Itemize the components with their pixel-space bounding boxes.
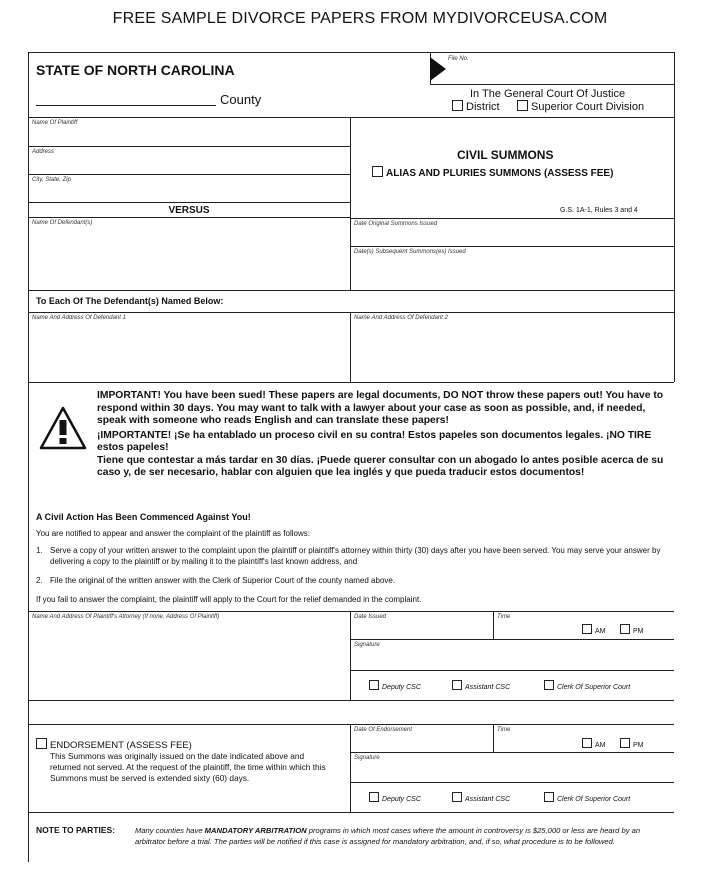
issue-bottom-line <box>28 700 674 701</box>
attorney-label: Name And Address Of Plaintiff's Attorney (If none, Address Of Plaintiff) <box>32 614 220 620</box>
plaintiff-name-label: Name Of Plaintiff <box>32 120 78 126</box>
endorsement-bottom-line <box>28 812 674 813</box>
warning-spanish-2: Tiene que contestar a más tardar en 30 días. ¡Puede querer consultar con un abogado lo antes posible acerca de su caso y, de ser necesario, hablar con alguien que lea inglés y que pueda traducir estos documentos! <box>97 454 664 478</box>
district-checkbox-box[interactable] <box>452 100 463 111</box>
endorsement-checkbox[interactable] <box>36 738 192 751</box>
note-text-post: programs in which most cases where the amount in controversy is $25,000 or less are heard by an arbitrator before a trial. The parties will be notified if this case is assigned for mandatory arbitration, and, if so, what procedure is to be followed. <box>135 826 641 846</box>
endorsement-date-label: Date Of Endorsement <box>354 727 413 733</box>
endorsement-assistant-checkbox-box[interactable] <box>452 792 462 802</box>
endorsement-pm-checkbox-box[interactable] <box>620 738 630 748</box>
alias-label: ALIAS AND PLURIES SUMMONS (ASSESS FEE) <box>386 168 614 179</box>
item-1-number: 1. <box>36 546 43 555</box>
pm-checkbox[interactable] <box>620 624 644 635</box>
date-original-line[interactable] <box>350 246 674 247</box>
superior-checkbox-box[interactable] <box>517 100 528 111</box>
issue-date-line <box>350 639 674 640</box>
date-original-label: Date Original Summons Issued <box>354 221 438 227</box>
alias-checkbox[interactable] <box>372 166 613 179</box>
endorsement-pm-label: PM <box>633 742 644 749</box>
note-text-pre: Many counties have <box>135 826 203 835</box>
item-1-text: Serve a copy of your written answer to the complaint upon the plaintiff or plaintiff's attorney within thirty (30) days after you have been served. You may serve your answer by delivering a copy to the plaintiff or by mailing it to the plaintiff's last known address, and <box>50 546 661 566</box>
defendants-divider <box>350 312 351 382</box>
parties-bottom-line <box>28 290 674 291</box>
file-no-underline <box>430 84 674 85</box>
endorsement-checkbox-box[interactable] <box>36 738 47 749</box>
endorsement-signature-label: Signature <box>354 755 380 761</box>
endorsement-time-label: Time <box>497 727 511 733</box>
date-issued-label: Date Issued <box>354 614 387 620</box>
endorsement-am-checkbox[interactable] <box>582 738 606 749</box>
endorsement-clerk-checkbox[interactable] <box>544 792 630 803</box>
versus-label: VERSUS <box>168 205 210 216</box>
form-right-border-top <box>674 52 675 382</box>
civil-summons-title: CIVIL SUMMONS <box>457 148 554 162</box>
clerk-checkbox[interactable] <box>544 680 630 691</box>
endorsement-am-label: AM <box>595 742 606 749</box>
warning-spanish-1: ¡IMPORTANTE! ¡Se ha entablado un proceso civil en su contra! Estos papeles son documentos legales. ¡NO TIRE estos papeles! <box>97 429 652 453</box>
versus-line <box>28 217 350 218</box>
endorsement-date-line <box>350 752 674 753</box>
defendant2-label: Name And Address Of Defendant 2 <box>354 315 448 321</box>
endorsement-assistant-label: Assistant CSC <box>465 796 511 803</box>
endorsement-time-divider <box>493 724 494 752</box>
civil-action-item-1 <box>36 546 672 567</box>
endorsement-text: This Summons was originally issued on the date indicated above and returned not served. At the request of the plaintiff, the time within which this Summons must be served is extended sixty (60) days. <box>50 751 326 783</box>
statute-reference: G.S. 1A-1, Rules 3 and 4 <box>560 207 638 214</box>
superior-checkbox[interactable] <box>517 100 644 113</box>
assistant-checkbox-box[interactable] <box>452 680 462 690</box>
endorsement-deputy-checkbox[interactable] <box>369 792 421 803</box>
note-text <box>135 825 672 847</box>
issue-signature-line[interactable] <box>350 670 674 671</box>
clerk-label: Clerk Of Superior Court <box>557 684 631 691</box>
pm-checkbox-box[interactable] <box>620 624 630 634</box>
county-blank-line[interactable] <box>36 105 216 106</box>
clerk-checkbox-box[interactable] <box>544 680 554 690</box>
endorsement-clerk-label: Clerk Of Superior Court <box>557 796 631 803</box>
banner-title: FREE SAMPLE DIVORCE PAPERS FROM MYDIVORCEUSA.COM <box>112 10 608 27</box>
endorsement-title: ENDORSEMENT (ASSESS FEE) <box>50 740 192 751</box>
endorsement-clerk-checkbox-box[interactable] <box>544 792 554 802</box>
endorsement-assistant-checkbox[interactable] <box>452 792 510 803</box>
file-no-label: File No. <box>448 56 469 62</box>
endorsement-pm-checkbox[interactable] <box>620 738 644 749</box>
issue-top-line <box>28 611 674 612</box>
endorsement-deputy-label: Deputy CSC <box>382 796 421 803</box>
signature-label: Signature <box>354 642 380 648</box>
warning-english: IMPORTANT! You have been sued! These papers are legal documents, DO NOT throw these papers out! You have to respond within 30 days. You may want to talk with a lawyer about your case as soon as possible, and, if needed, speak with someone who reads English and can translate these papers! <box>97 390 664 426</box>
court-line: In The General Court Of Justice <box>470 88 626 100</box>
defendant1-label: Name And Address Of Defendant 1 <box>32 315 126 321</box>
plaintiff-address-label: Address <box>32 149 55 155</box>
note-text-bold: MANDATORY ARBITRATION <box>204 826 307 835</box>
endorsement-deputy-checkbox-box[interactable] <box>369 792 379 802</box>
deputy-label: Deputy CSC <box>382 684 421 691</box>
civil-action-item-2 <box>36 576 672 587</box>
state-heading: STATE OF NORTH CAROLINA <box>36 62 235 78</box>
superior-label: Superior Court Division <box>531 101 645 113</box>
am-label: AM <box>595 628 606 635</box>
warning-text-block <box>97 390 672 480</box>
note-label: NOTE TO PARTIES: <box>36 825 116 835</box>
defendants-heading: To Each Of The Defendant(s) Named Below: <box>36 296 224 306</box>
defendants-bottom-line <box>28 382 674 383</box>
item-2-number: 2. <box>36 576 43 585</box>
endorsement-am-checkbox-box[interactable] <box>582 738 592 748</box>
summons-block-bottom <box>350 218 674 219</box>
file-no-arrow-icon <box>430 57 446 81</box>
civil-action-intro: You are notified to appear and answer the complaint of the plaintiff as follows: <box>36 529 310 538</box>
time-label: Time <box>497 614 511 620</box>
time-divider <box>493 611 494 639</box>
defendant-name-label: Name Of Defendant(s) <box>32 220 93 226</box>
county-label: County <box>220 92 262 107</box>
warning-triangle-icon <box>38 405 88 451</box>
date-subsequent-label: Date(s) Subsequent Summons(es) Issued <box>354 249 466 255</box>
district-label: District <box>466 101 500 113</box>
assistant-checkbox[interactable] <box>452 680 510 691</box>
deputy-checkbox[interactable] <box>369 680 421 691</box>
endorsement-mid-divider <box>350 724 351 812</box>
plaintiff-address-line[interactable] <box>28 174 350 175</box>
header-bottom-line <box>28 117 674 118</box>
civil-action-heading: A Civil Action Has Been Commenced Against You! <box>36 512 251 522</box>
issue-mid-divider <box>350 611 351 700</box>
assistant-label: Assistant CSC <box>465 684 511 691</box>
am-checkbox[interactable] <box>582 624 606 635</box>
item-2-text: File the original of the written answer with the Clerk of Superior Court of the county named above. <box>50 576 396 585</box>
alias-checkbox-box[interactable] <box>372 166 383 177</box>
endorsement-signature-line[interactable] <box>350 782 674 783</box>
defendants-heading-line <box>28 312 674 313</box>
plaintiff-city-label: City, State, Zip <box>32 177 71 183</box>
deputy-checkbox-box[interactable] <box>369 680 379 690</box>
endorsement-top-line <box>28 724 674 725</box>
civil-action-fail: If you fail to answer the complaint, the plaintiff will apply to the Court for the relief demanded in the complaint. <box>36 595 422 604</box>
am-checkbox-box[interactable] <box>582 624 592 634</box>
plaintiff-name-line[interactable] <box>28 146 350 147</box>
form-top-border <box>28 52 674 53</box>
pm-label: PM <box>633 628 644 635</box>
district-checkbox[interactable] <box>452 100 500 113</box>
parties-mid-divider <box>350 117 351 290</box>
plaintiff-city-line[interactable] <box>28 202 350 203</box>
